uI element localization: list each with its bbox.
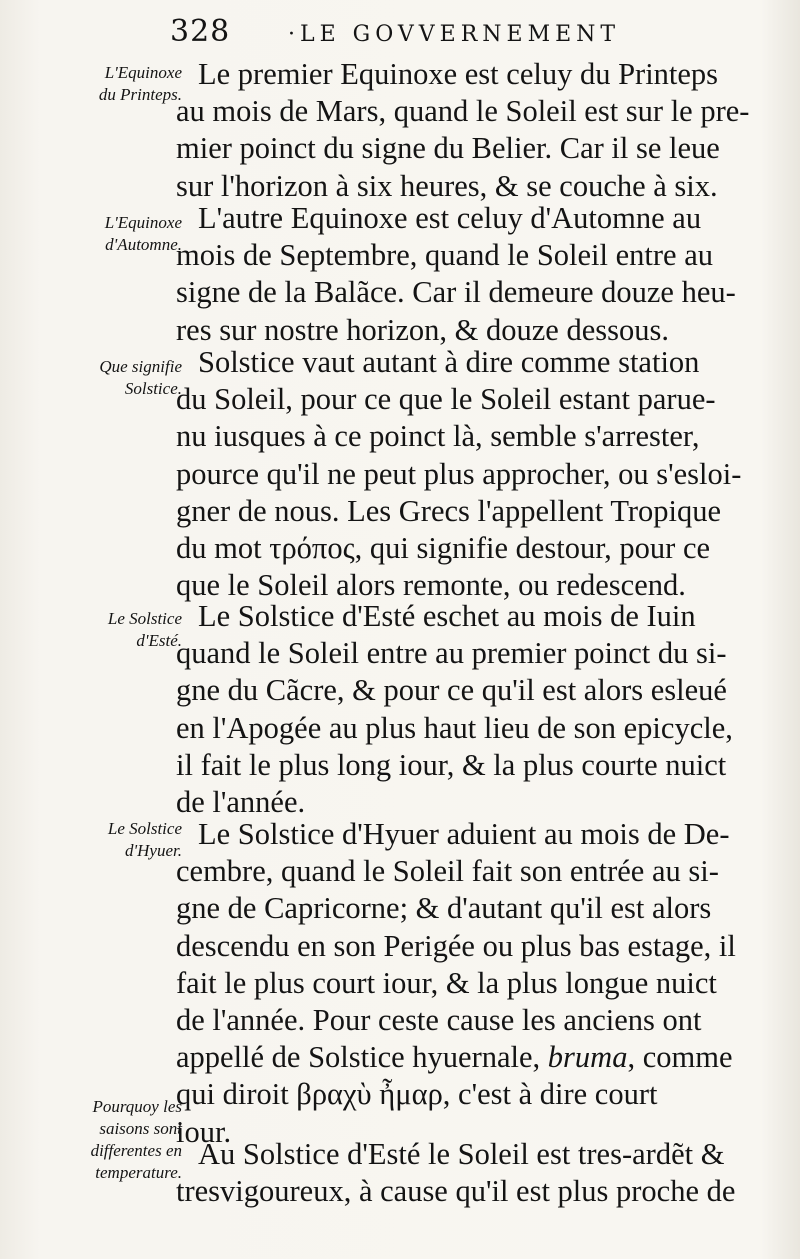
margin-note-line: Solstice. [124, 379, 182, 398]
text-line: Le Solstice d'Hyuer aduient au mois de De- [198, 817, 730, 851]
margin-note-solstice [44, 356, 182, 400]
text-line: Solstice vaut autant à dire comme station [198, 345, 700, 379]
margin-note-equinoxe-printemps [44, 62, 182, 106]
text-line: du Soleil, pour ce que le Soleil estant parue- [176, 382, 716, 417]
page-header [170, 14, 770, 50]
margin-note-line: Que signifie [99, 357, 182, 376]
text-line: au mois de Mars, quand le Soleil est sur le pre- [176, 94, 750, 129]
margin-note-line: d'Automne. [105, 235, 182, 254]
text-line: tresvigoureux, à cause qu'il est plus proche de [176, 1174, 736, 1209]
text-line: qui diroit βραχὺ ἦμαρ, c'est à dire court [176, 1077, 658, 1112]
text-line: fait le plus court iour, & la plus longue nuict [176, 965, 717, 1000]
text-line: Le premier Equinoxe est celuy du Printeps [198, 57, 719, 91]
margin-note-line: temperature. [95, 1163, 182, 1182]
paragraph-saisons [176, 1136, 766, 1210]
text-line: nu iusques à ce poinct là, semble s'arrester, [176, 419, 700, 454]
text-line: gner de nous. Les Grecs l'appellent Tropique [176, 493, 722, 528]
margin-note-line: du Printeps. [98, 85, 182, 104]
margin-note-line: Le Solstice [107, 819, 182, 838]
text-line: gne de Capricorne; & d'autant qu'il est alors [176, 891, 712, 926]
margin-note-equinoxe-automne [44, 212, 182, 256]
text-line: signe de la Balãce. Car il demeure douze heu- [176, 275, 736, 310]
page-number: 328 [170, 14, 231, 49]
text-line: que le Soleil alors remonte, ou redescend. [176, 568, 686, 603]
paragraph-equinoxe-automne [176, 200, 766, 349]
text-line: il fait le plus long iour, & la plus courte nuict [176, 747, 727, 782]
text-line: pource qu'il ne peut plus approcher, ou s'esloi- [176, 456, 742, 491]
text-line: de l'année. Pour ceste cause les anciens ont [176, 1002, 702, 1037]
margin-note-solstice-hyuer [44, 818, 182, 862]
paragraph-equinoxe-printemps [176, 56, 766, 205]
text-line: L'autre Equinoxe est celuy d'Automne au [198, 201, 702, 235]
text-line: mois de Septembre, quand le Soleil entre au [176, 238, 713, 273]
running-title: ·LE GOVVERNEMENT [288, 22, 621, 47]
margin-note-line: d'Hyuer. [125, 841, 182, 860]
margin-note-line: Le Solstice [107, 609, 182, 628]
text-line: quand le Soleil entre au premier poinct du si- [176, 636, 727, 671]
text-line: Le Solstice d'Esté eschet au mois de Iuin [198, 599, 696, 633]
text-line: de l'année. [176, 784, 306, 819]
text-line: sur l'horizon à six heures, & se couche à six. [176, 168, 718, 203]
text-line: res sur nostre horizon, & douze dessous. [176, 312, 669, 347]
margin-note-line: differentes en [90, 1141, 182, 1160]
text-line: mier poinct du signe du Belier. Car il se leue [176, 131, 720, 166]
margin-note-solstice-este [44, 608, 182, 652]
text-line: du mot τρόπος, qui signifie destour, pour ce [176, 530, 711, 565]
margin-note-line: Pourquoy les [92, 1097, 182, 1116]
margin-note-line: L'Equinoxe [104, 63, 182, 82]
text-line: gne du Cãcre, & pour ce qu'il est alors esleué [176, 673, 727, 708]
margin-note-line: saisons sont [99, 1119, 182, 1138]
paragraph-solstice-este [176, 598, 766, 821]
text-line: appellé de Solstice hyuernale, bruma, comme [176, 1040, 733, 1075]
italic-word: bruma [547, 1040, 628, 1075]
text-line: en l'Apogée au plus haut lieu de son epicycle, [176, 710, 733, 745]
margin-note-line: L'Equinoxe [104, 213, 182, 232]
text-line: Au Solstice d'Esté le Soleil est tres-ardẽt & [198, 1137, 725, 1171]
text-line: iour. [176, 1114, 232, 1149]
paragraph-solstice [176, 344, 766, 604]
margin-note-line: d'Esté. [136, 631, 182, 650]
paragraph-solstice-hyuer [176, 816, 766, 1151]
margin-note-saisons [44, 1096, 182, 1184]
text-line: cembre, quand le Soleil fait son entrée au si- [176, 854, 719, 889]
text-line: descendu en son Perigée ou plus bas estage, il [176, 928, 736, 963]
